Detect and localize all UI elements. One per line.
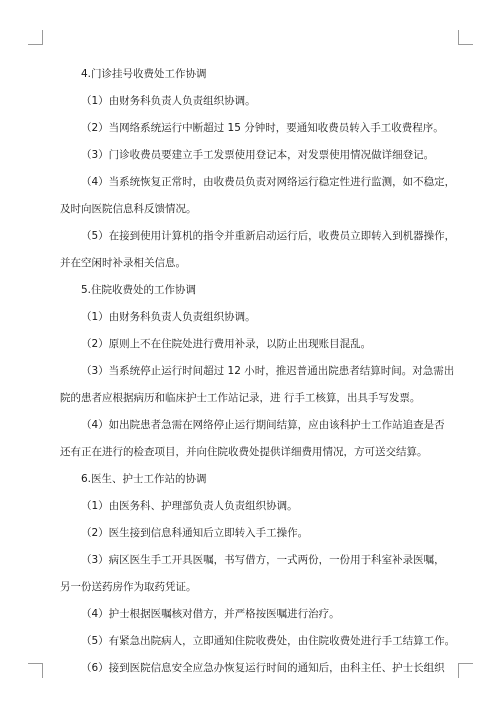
text-line: 另一份送药房作为取药凭证。: [60, 581, 197, 593]
text-line: 并在空闲时补录相关信息。: [60, 257, 186, 269]
text-line: （2）原则上不在住院处进行费用补录，以防止出现账目混乱。: [81, 338, 372, 350]
text-line: 6.医生、护士工作站的协调: [81, 473, 207, 485]
text-line: （3）门诊收费员要建立手工发票使用登记本，对发票使用情况做详细登记。: [81, 149, 435, 161]
text-line: （1）由财务科负责人负责组织协调。: [81, 311, 256, 323]
text-line: （4）当系统恢复正常时，由收费员负责对网络运行稳定性进行监测，如不稳定，: [81, 176, 456, 188]
text-line: （5）在接到使用计算机的指令并重新启动运行后，收费员立即转入到机器操作，: [81, 230, 456, 242]
text-line: 及时向医院信息科反馈情况。: [60, 203, 197, 215]
crop-mark-top-left: [28, 30, 43, 45]
text-line: （5）有紧急出院病人，立即通知住院收费处，由住院收费处进行手工结算工作。: [81, 635, 456, 647]
text-line: （4）如出院患者急需在网络停止运行期间结算，应由该科护士工作站追查是否: [81, 419, 445, 431]
crop-mark-top-right: [458, 30, 473, 45]
text-line: （6）接到医院信息安全应急办恢复运行时间的通知后，由科主任、护士长组织: [81, 662, 445, 674]
text-line: （3）病区医生手工开具医嘱，书写借方，一式两份，一份用于科室补录医嘱，: [81, 554, 445, 566]
text-line: （2）医生接到信息科通知后立即转入手工操作。: [81, 527, 309, 539]
text-line: 院的患者应根据病历和临床护士工作站记录，进 行手工核算，出具手写发票。: [60, 392, 421, 404]
text-line: 4.门诊挂号收费处工作协调: [81, 68, 207, 80]
document-body: [60, 68, 456, 689]
text-line: （4）护士根据医嘱核对借方，并严格按医嘱进行治疗。: [81, 608, 340, 620]
text-line: 5.住院收费处的工作协调: [81, 284, 197, 296]
text-line: （3）当系统停止运行时间超过 12 小时，推迟普通出院患者结算时间。对急需出: [81, 365, 455, 377]
crop-mark-bottom-left: [28, 663, 43, 678]
text-line: （2）当网络系统运行中断超过 15 分钟时，要通知收费员转入手工收费程序。: [81, 122, 444, 134]
text-line: （1）由医务科、护理部负责人负责组织协调。: [81, 500, 298, 512]
crop-mark-bottom-right: [458, 663, 473, 678]
text-line: 还有正在进行的检查项目，并向住院收费处提供详细费用情况，方可送交结算。: [60, 446, 428, 458]
text-line: （1）由财务科负责人负责组织协调。: [81, 95, 256, 107]
